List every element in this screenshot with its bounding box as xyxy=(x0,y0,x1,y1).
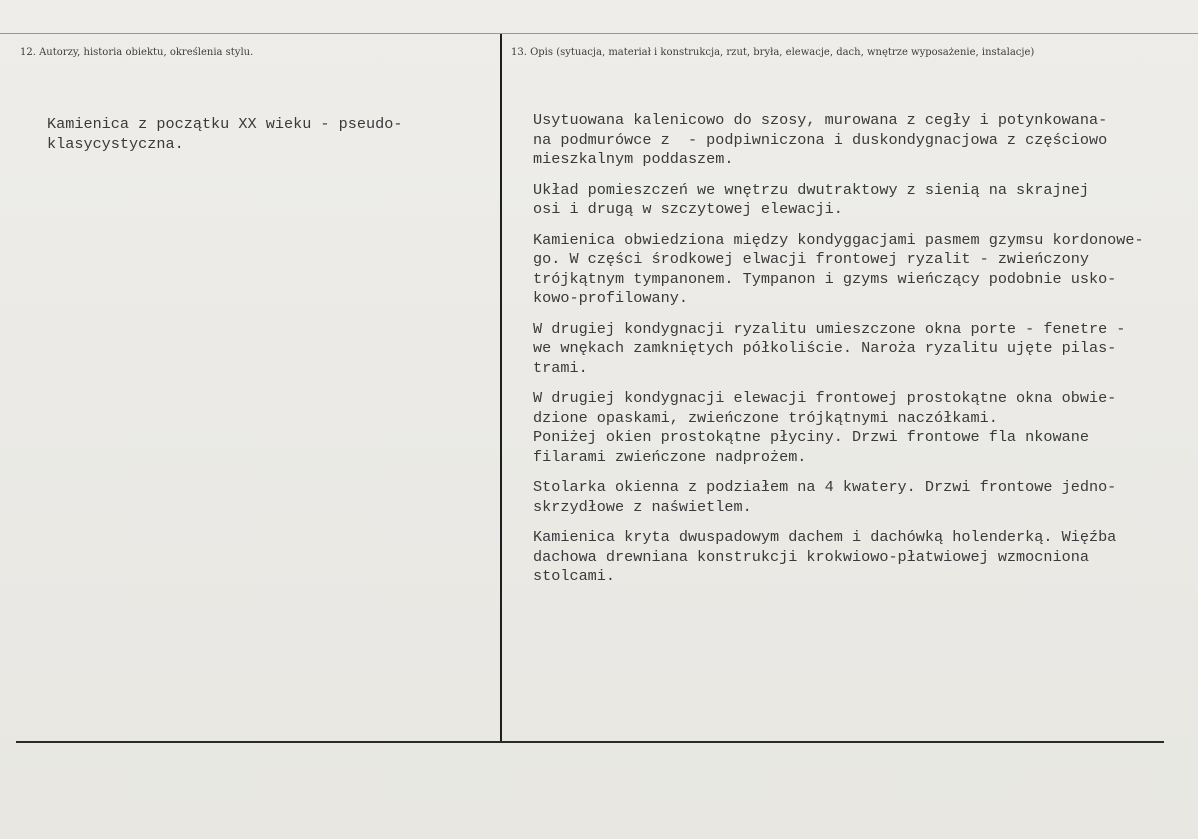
description-paragraph-windows: W drugiej kondygnacji elewacji frontowej prostokątne okna obwie- dzione opaskami, zwieńczone trójkątnymi naczółkami. Poniżej okien prostokątne płyciny. Drzwi frontowe fla nkowane filarami zwieńczone nadprożem. xyxy=(533,389,1117,466)
style-description: Kamienica z początku XX wieku - pseudo- klasycystyczna. xyxy=(47,115,403,153)
section-12-heading: 12. Autorzy, historia obiektu, określenia stylu. xyxy=(20,47,254,58)
description-paragraph-location: Usytuowana kalenicowo do szosy, murowana z cegły i potynkowana- na podmurówce z - podpiwniczona i duskondygnacjowa z częściowo mieszkalnym poddaszem. xyxy=(533,111,1108,168)
section-13-heading: 13. Opis (sytuacja, materiał i konstrukcja, rzut, bryła, elewacje, dach, wnętrze wyposażenie, instalacje) xyxy=(511,47,1035,58)
description-paragraph-layout: Układ pomieszczeń we wnętrzu dwutraktowy z sienią na skrajnej osi i drugą w szczytowej elewacji. xyxy=(533,180,1089,218)
description-paragraph-roof: Kamienica kryta dwuspadowym dachem i dachówką holenderką. Więźba dachowa drewniana konstrukcji krokwiowo-płatwiowej wzmocniona stolcami. xyxy=(533,528,1117,585)
description-paragraph-risalit: W drugiej kondygnacji ryzalitu umieszczone okna porte - fenetre - we wnękach zamkniętych półkoliście. Naroża ryzalitu ujęte pilas- trami. xyxy=(533,319,1126,377)
object-description xyxy=(533,111,1144,598)
description-paragraph-joinery: Stolarka okienna z podziałem na 4 kwatery. Drzwi frontowe jedno- skrzydłowe z naświetlem. xyxy=(533,478,1117,516)
description-paragraph-facade: Kamienica obwiedziona między kondyggacjami pasmem gzymsu kordonowe- go. W części środkowej elwacji frontowej ryzalit - zwieńczony trójkątnym tympanonem. Tympanon i gzyms wieńczący podobnie usko- kowo-profilowany. xyxy=(533,230,1144,307)
column-divider xyxy=(500,34,502,742)
header-rule xyxy=(0,33,1198,34)
bottom-rule xyxy=(16,741,1164,743)
